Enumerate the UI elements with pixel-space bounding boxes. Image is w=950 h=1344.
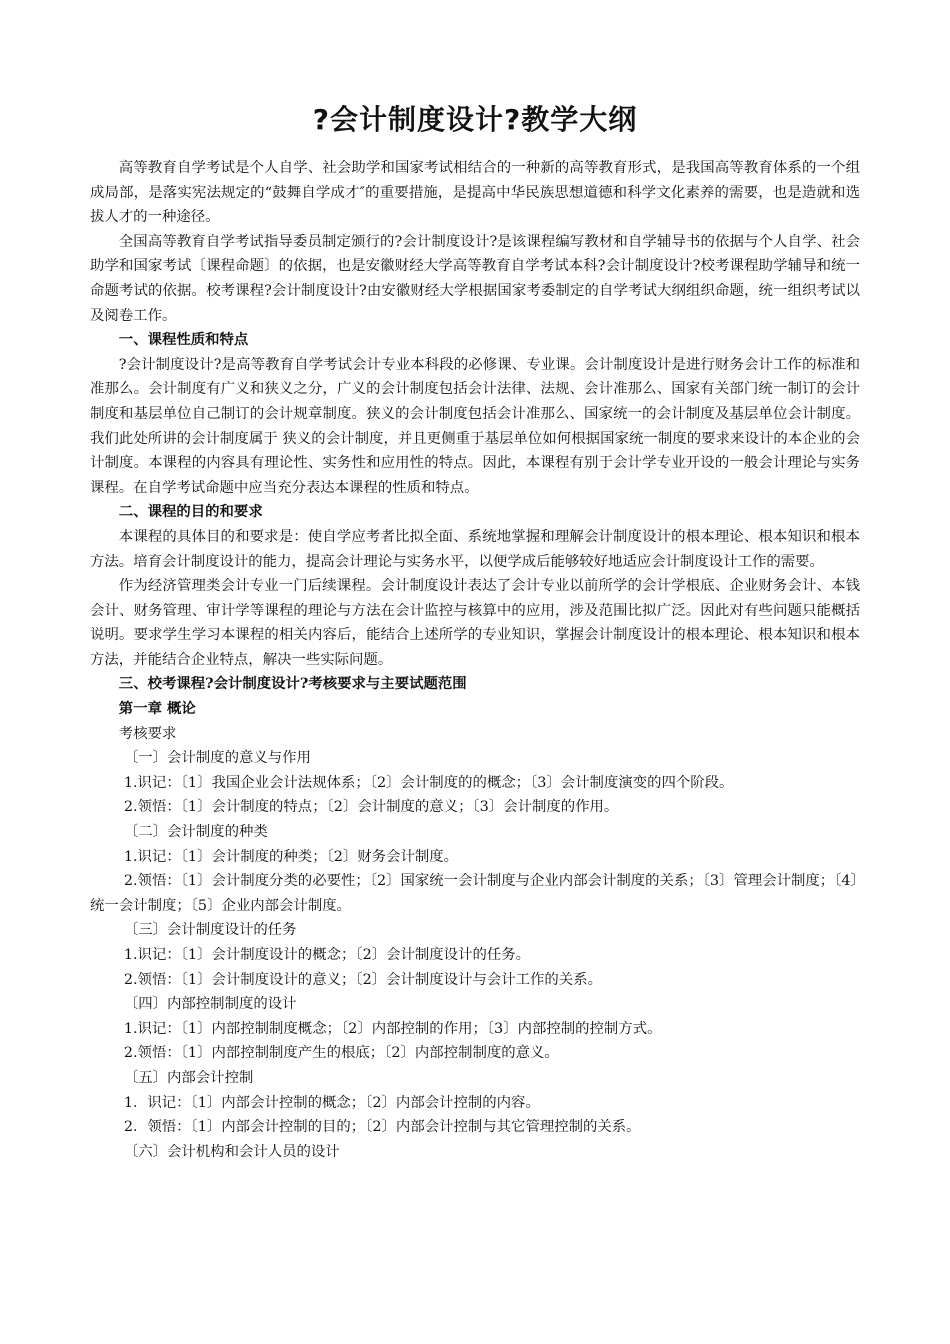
requirements-label: 考核要求 — [118, 725, 177, 742]
section-1-body: ?会计制度设计?是高等教育自学考试会计专业本科段的必修课、专业课。会计制度设计是进行财务会计工作的标准和准那么。会计制度有广义和狭义之分，广义的会计制度包括会计法律、法规、会计准那么、国家有关部门统一制订的会计制度和基层单位自己制订的会计规章制度。狭义的会计制度包括会计准那么、国家统一的会计制度及基层单位会计制度。我们此处所讲的会计制度属于 狭义的会计制度，并且更侧重于基层单位如何根据国家统一制度的要求来设计的本企业的会计制度。本课程的内容具有理论性、实务性和应用性的特点。因此，本课程有别于会计学专业开设的一般会计理论与实务课程。在自学考试命题中应当充分表达本课程的性质和特点。 — [90, 356, 860, 496]
topic-4-item-2: 2.领悟：〔1〕内部控制制度产生的根底；〔2〕内部控制制度的意义。 — [123, 1045, 559, 1062]
topic-3-title: 〔三〕会计制度设计的任务 — [123, 922, 297, 939]
topic-3-item-1: 1.识记：〔1〕会计制度设计的概念；〔2〕会计制度设计的任务。 — [123, 947, 531, 963]
topic-1-item-2: 2.领悟：〔1〕会计制度的特点；〔2〕会计制度的意义；〔3〕会计制度的作用。 — [123, 799, 619, 816]
section-2-heading: 二、课程的目的和要求 — [118, 503, 263, 521]
document-page — [90, 100, 860, 1164]
section-2-body-2: 作为经济管理类会计专业一门后续课程。会计制度设计表达了会计专业以前所学的会计学根底、企业财务会计、本钱会计、财务管理、审计学等课程的理论与方法在会计监控与核算中的应用，涉及范围比拟广泛。因此对有些问题只能概括说明。要求学生学习本课程的相关内容后，能结合上述所学的专业知识，掌握会计制度设计的根本理论、根本知识和根本方法，并能结合企业特点，解决一些实际问题。 — [90, 578, 860, 668]
topic-5-item-1: 1．识记：〔1〕内部会计控制的概念；〔2〕内部会计控制的内容。 — [123, 1094, 540, 1111]
topic-4-item-1: 1.识记：〔1〕内部控制制度概念；〔2〕内部控制的作用；〔3〕内部控制的控制方式。 — [123, 1020, 662, 1037]
chapter-heading: 第一章 概论 — [118, 700, 196, 718]
topic-1-item-1: 1.识记：〔1〕我国企业会计法规体系；〔2〕会计制度的的概念；〔3〕会计制度演变的四个阶段。 — [123, 774, 734, 791]
topic-5-item-2: 2．领悟：〔1〕内部会计控制的目的；〔2〕内部会计控制与其它管理控制的关系。 — [123, 1119, 641, 1136]
topic-2-title: 〔二〕会计制度的种类 — [123, 824, 268, 841]
topic-1-title: 〔一〕会计制度的意义与作用 — [123, 750, 311, 767]
section-2-body-1: 本课程的具体目的和要求是：使自学应考者比拟全面、系统地掌握和理解会计制度设计的根本理论、根本知识和根本方法。培育会计制度设计的能力，提高会计理论与实务水平，以便学成后能够较好地适应会计制度设计工作的需要。 — [90, 528, 860, 570]
topic-6-title: 〔六〕会计机构和会计人员的设计 — [123, 1143, 340, 1160]
topic-2-item-2: 2.领悟：〔1〕会计制度分类的必要性；〔2〕国家统一会计制度与企业内部会计制度的关系；〔3〕管理会计制度；〔4〕统一会计制度；〔5〕企业内部会计制度。 — [90, 873, 858, 914]
page-title: ?会计制度设计?教学大纲 — [312, 103, 638, 136]
topic-2-item-1: 1.识记：〔1〕会计制度的种类；〔2〕财务会计制度。 — [123, 848, 459, 865]
section-1-heading: 一、课程性质和特点 — [118, 331, 249, 349]
section-3-heading: 三、校考课程?会计制度设计?考核要求与主要试题范围 — [118, 675, 467, 693]
intro-paragraph-2: 全国高等教育自学考试指导委员制定颁行的?会计制度设计?是该课程编写教材和自学辅导书的依据与个人自学、社会助学和国家考试〔课程命题〕的依据，也是安徽财经大学高等教育自学考试本科?会计制度设计?校考课程助学辅导和统一命题考试的依据。校考课程?会计制度设计?由安徽财经大学根据国家考委制定的自学考试大纲组织命题，统一组织考试以及阅卷工作。 — [90, 233, 860, 324]
topic-4-title: 〔四〕内部控制制度的设计 — [123, 996, 297, 1013]
intro-paragraph-1: 高等教育自学考试是个人自学、社会助学和国家考试相结合的一种新的高等教育形式，是我国高等教育体系的一个组成局部，是落实宪法规定的“鼓舞自学成才″的重要措施，是提高中华民族思想道德和科学文化素养的需要，也是造就和选拔人才的一种途径。 — [90, 160, 860, 226]
topic-3-item-2: 2.领悟：〔1〕会计制度设计的意义；〔2〕会计制度设计与会计工作的关系。 — [123, 971, 602, 988]
topic-5-title: 〔五〕内部会计控制 — [123, 1069, 254, 1086]
